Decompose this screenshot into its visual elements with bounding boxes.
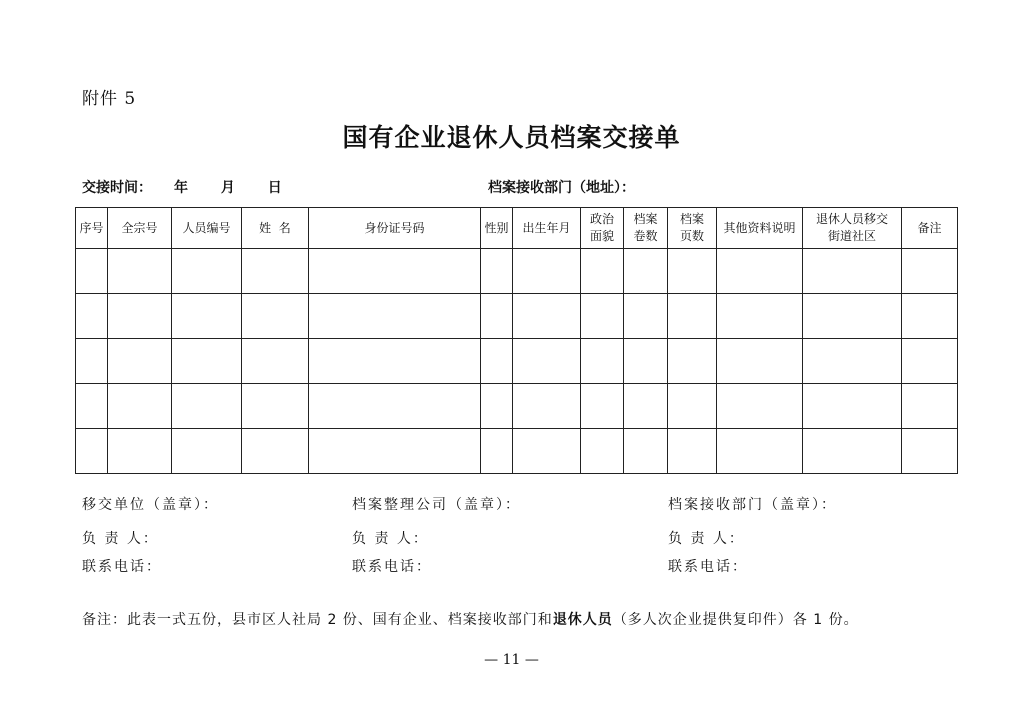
col-header-id-number: 身份证号码 [309,208,481,249]
table-row [76,339,958,384]
col-header-birth: 出生年月 [513,208,581,249]
col-header-serial: 序号 [76,208,108,249]
attachment-label: 附件 5 [82,89,137,109]
archive-company-seal: 档案整理公司（盖章）： [352,497,521,513]
handover-time-label: 交接时间： [82,180,152,196]
handover-table [75,207,958,474]
col-header-gender: 性别 [481,208,513,249]
col-header-name: 姓 名 [242,208,309,249]
transfer-unit-seal: 移交单位（盖章）： [82,497,219,513]
col-header-pages: 档案 页数 [668,208,717,249]
page-number: — 11 — [484,652,539,668]
receiving-dept-person: 负 责 人： [668,531,745,547]
table-row [76,249,958,294]
receiving-dept-seal: 档案接收部门（盖章）： [668,497,837,513]
archive-company-person: 负 责 人： [352,531,429,547]
receiving-dept-phone: 联系电话： [668,559,748,575]
table-row [76,429,958,474]
handover-time-value: 年 月 日 [174,180,296,196]
table-row [76,384,958,429]
col-header-other: 其他资料说明 [717,208,803,249]
footnote-bold: 退休人员 [552,612,613,628]
col-header-political: 政治 面貌 [581,208,624,249]
page-title: 国有企业退休人员档案交接单 [342,123,681,152]
table-header-row [76,208,958,249]
table-row [76,294,958,339]
transfer-unit-person: 负 责 人： [82,531,159,547]
col-header-community: 退休人员移交 街道社区 [803,208,902,249]
footnote: 备注：此表一式五份，县市区人社局 2 份、国有企业、档案接收部门和退休人员（多人次企业提供复印件）各 1 份。 [82,612,859,628]
archive-company-phone: 联系电话： [352,559,432,575]
col-header-fonds: 全宗号 [108,208,172,249]
receiving-dept-label: 档案接收部门（地址）： [488,180,635,196]
col-header-volumes: 档案 卷数 [624,208,668,249]
transfer-unit-phone: 联系电话： [82,559,162,575]
col-header-person-id: 人员编号 [172,208,242,249]
handover-time [82,177,296,197]
col-header-remarks: 备注 [902,208,958,249]
